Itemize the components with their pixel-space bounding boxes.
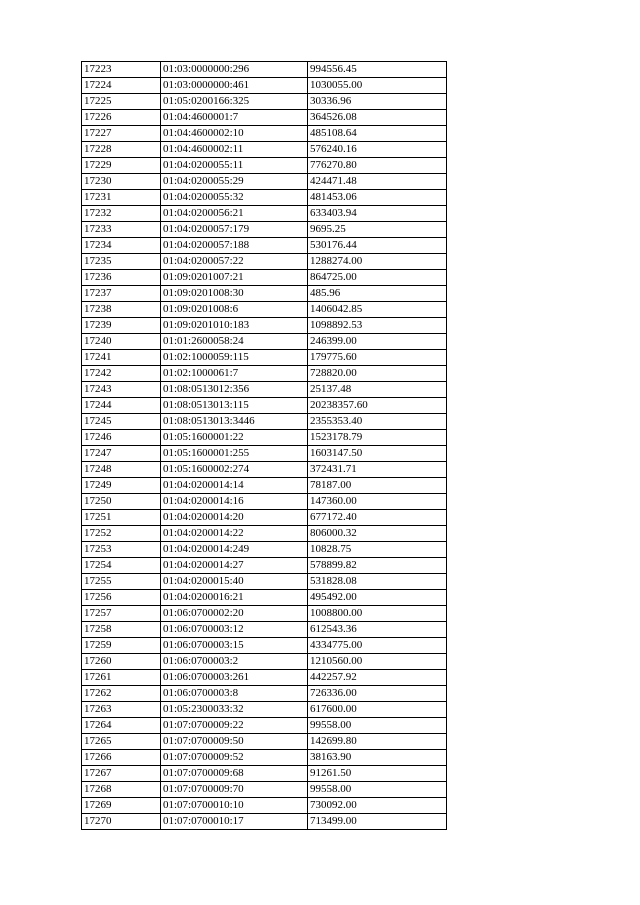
- row-number-cell: 17245: [82, 414, 161, 430]
- table-row: [82, 78, 447, 94]
- table-row: [82, 94, 447, 110]
- value-cell: 612543.36: [308, 622, 447, 638]
- table-row: [82, 174, 447, 190]
- value-cell: 728820.00: [308, 366, 447, 382]
- row-number-cell: 17246: [82, 430, 161, 446]
- cadastral-number-cell: 01:06:0700003:12: [161, 622, 308, 638]
- table-row: [82, 798, 447, 814]
- cadastral-number-cell: 01:06:0700003:15: [161, 638, 308, 654]
- value-cell: 495492.00: [308, 590, 447, 606]
- table-row: [82, 734, 447, 750]
- cadastral-number-cell: 01:07:0700009:52: [161, 750, 308, 766]
- row-number-cell: 17231: [82, 190, 161, 206]
- table-body: [82, 62, 447, 830]
- cadastral-number-cell: 01:04:0200015:40: [161, 574, 308, 590]
- row-number-cell: 17243: [82, 382, 161, 398]
- row-number-cell: 17265: [82, 734, 161, 750]
- value-cell: 485.96: [308, 286, 447, 302]
- value-cell: 481453.06: [308, 190, 447, 206]
- cadastral-number-cell: 01:05:1600002:274: [161, 462, 308, 478]
- cadastral-number-cell: 01:02:1000059:115: [161, 350, 308, 366]
- row-number-cell: 17262: [82, 686, 161, 702]
- row-number-cell: 17237: [82, 286, 161, 302]
- value-cell: 578899.82: [308, 558, 447, 574]
- value-cell: 91261.50: [308, 766, 447, 782]
- row-number-cell: 17240: [82, 334, 161, 350]
- cadastral-number-cell: 01:07:0700009:50: [161, 734, 308, 750]
- value-cell: 1030055.00: [308, 78, 447, 94]
- row-number-cell: 17234: [82, 238, 161, 254]
- table-row: [82, 766, 447, 782]
- value-cell: 9695.25: [308, 222, 447, 238]
- table-row: [82, 606, 447, 622]
- row-number-cell: 17252: [82, 526, 161, 542]
- row-number-cell: 17225: [82, 94, 161, 110]
- row-number-cell: 17247: [82, 446, 161, 462]
- value-cell: 10828.75: [308, 542, 447, 558]
- cadastral-number-cell: 01:04:0200014:16: [161, 494, 308, 510]
- value-cell: 1008800.00: [308, 606, 447, 622]
- row-number-cell: 17248: [82, 462, 161, 478]
- value-cell: 1603147.50: [308, 446, 447, 462]
- row-number-cell: 17249: [82, 478, 161, 494]
- row-number-cell: 17260: [82, 654, 161, 670]
- table-row: [82, 302, 447, 318]
- row-number-cell: 17230: [82, 174, 161, 190]
- value-cell: 2355353.40: [308, 414, 447, 430]
- row-number-cell: 17242: [82, 366, 161, 382]
- value-cell: 424471.48: [308, 174, 447, 190]
- table-row: [82, 462, 447, 478]
- value-cell: 994556.45: [308, 62, 447, 78]
- value-cell: 576240.16: [308, 142, 447, 158]
- table-row: [82, 574, 447, 590]
- cadastral-number-cell: 01:04:0200057:188: [161, 238, 308, 254]
- value-cell: 677172.40: [308, 510, 447, 526]
- cadastral-number-cell: 01:04:0200055:11: [161, 158, 308, 174]
- value-cell: 30336.96: [308, 94, 447, 110]
- cadastral-number-cell: 01:09:0201010:183: [161, 318, 308, 334]
- value-cell: 38163.90: [308, 750, 447, 766]
- row-number-cell: 17224: [82, 78, 161, 94]
- row-number-cell: 17227: [82, 126, 161, 142]
- value-cell: 730092.00: [308, 798, 447, 814]
- table-row: [82, 622, 447, 638]
- row-number-cell: 17258: [82, 622, 161, 638]
- row-number-cell: 17268: [82, 782, 161, 798]
- cadastral-number-cell: 01:04:4600001:7: [161, 110, 308, 126]
- row-number-cell: 17223: [82, 62, 161, 78]
- table-row: [82, 398, 447, 414]
- cadastral-number-cell: 01:06:0700003:8: [161, 686, 308, 702]
- value-cell: 776270.80: [308, 158, 447, 174]
- cadastral-number-cell: 01:01:2600058:24: [161, 334, 308, 350]
- value-cell: 179775.60: [308, 350, 447, 366]
- table-row: [82, 558, 447, 574]
- value-cell: 4334775.00: [308, 638, 447, 654]
- cadastral-number-cell: 01:07:0700009:70: [161, 782, 308, 798]
- row-number-cell: 17233: [82, 222, 161, 238]
- value-cell: 99558.00: [308, 782, 447, 798]
- value-cell: 25137.48: [308, 382, 447, 398]
- value-cell: 147360.00: [308, 494, 447, 510]
- table-row: [82, 270, 447, 286]
- value-cell: 726336.00: [308, 686, 447, 702]
- cadastral-number-cell: 01:08:0513013:115: [161, 398, 308, 414]
- value-cell: 531828.08: [308, 574, 447, 590]
- cadastral-number-cell: 01:07:0700010:10: [161, 798, 308, 814]
- table-row: [82, 718, 447, 734]
- cadastral-number-cell: 01:06:0700003:2: [161, 654, 308, 670]
- table-row: [82, 782, 447, 798]
- value-cell: 364526.08: [308, 110, 447, 126]
- cadastral-number-cell: 01:07:0700009:22: [161, 718, 308, 734]
- table-row: [82, 190, 447, 206]
- cadastral-number-cell: 01:04:0200014:22: [161, 526, 308, 542]
- table-row: [82, 142, 447, 158]
- cadastral-number-cell: 01:04:4600002:11: [161, 142, 308, 158]
- table-row: [82, 158, 447, 174]
- value-cell: 864725.00: [308, 270, 447, 286]
- cadastral-number-cell: 01:08:0513013:3446: [161, 414, 308, 430]
- cadastral-number-cell: 01:04:0200057:22: [161, 254, 308, 270]
- row-number-cell: 17236: [82, 270, 161, 286]
- table-row: [82, 318, 447, 334]
- row-number-cell: 17238: [82, 302, 161, 318]
- row-number-cell: 17244: [82, 398, 161, 414]
- value-cell: 442257.92: [308, 670, 447, 686]
- table-row: [82, 494, 447, 510]
- table-row: [82, 382, 447, 398]
- cadastral-number-cell: 01:08:0513012:356: [161, 382, 308, 398]
- value-cell: 1406042.85: [308, 302, 447, 318]
- cadastral-number-cell: 01:09:0201008:30: [161, 286, 308, 302]
- row-number-cell: 17239: [82, 318, 161, 334]
- row-number-cell: 17226: [82, 110, 161, 126]
- value-cell: 485108.64: [308, 126, 447, 142]
- row-number-cell: 17241: [82, 350, 161, 366]
- table-row: [82, 750, 447, 766]
- value-cell: 1288274.00: [308, 254, 447, 270]
- cadastral-number-cell: 01:06:0700002:20: [161, 606, 308, 622]
- cadastral-number-cell: 01:06:0700003:261: [161, 670, 308, 686]
- table-row: [82, 590, 447, 606]
- cadastral-number-cell: 01:04:0200014:249: [161, 542, 308, 558]
- table-row: [82, 510, 447, 526]
- cadastral-number-cell: 01:04:0200056:21: [161, 206, 308, 222]
- table-row: [82, 814, 447, 830]
- row-number-cell: 17229: [82, 158, 161, 174]
- row-number-cell: 17251: [82, 510, 161, 526]
- cadastral-value-table: [81, 61, 447, 830]
- value-cell: 633403.94: [308, 206, 447, 222]
- table-row: [82, 254, 447, 270]
- cadastral-number-cell: 01:02:1000061:7: [161, 366, 308, 382]
- row-number-cell: 17253: [82, 542, 161, 558]
- cadastral-number-cell: 01:09:0201008:6: [161, 302, 308, 318]
- row-number-cell: 17232: [82, 206, 161, 222]
- row-number-cell: 17264: [82, 718, 161, 734]
- value-cell: 99558.00: [308, 718, 447, 734]
- row-number-cell: 17266: [82, 750, 161, 766]
- table-row: [82, 238, 447, 254]
- value-cell: 372431.71: [308, 462, 447, 478]
- row-number-cell: 17235: [82, 254, 161, 270]
- table-row: [82, 206, 447, 222]
- cadastral-number-cell: 01:04:0200057:179: [161, 222, 308, 238]
- table-row: [82, 446, 447, 462]
- cadastral-number-cell: 01:03:0000000:461: [161, 78, 308, 94]
- row-number-cell: 17250: [82, 494, 161, 510]
- value-cell: 806000.32: [308, 526, 447, 542]
- cadastral-number-cell: 01:05:1600001:255: [161, 446, 308, 462]
- cadastral-number-cell: 01:09:0201007:21: [161, 270, 308, 286]
- value-cell: 1098892.53: [308, 318, 447, 334]
- cadastral-number-cell: 01:04:0200014:20: [161, 510, 308, 526]
- table-row: [82, 686, 447, 702]
- row-number-cell: 17261: [82, 670, 161, 686]
- table-row: [82, 526, 447, 542]
- table-row: [82, 638, 447, 654]
- table-row: [82, 62, 447, 78]
- table-row: [82, 350, 447, 366]
- cadastral-number-cell: 01:04:0200014:14: [161, 478, 308, 494]
- row-number-cell: 17255: [82, 574, 161, 590]
- value-cell: 617600.00: [308, 702, 447, 718]
- cadastral-number-cell: 01:04:0200055:32: [161, 190, 308, 206]
- row-number-cell: 17259: [82, 638, 161, 654]
- table-row: [82, 670, 447, 686]
- table-row: [82, 126, 447, 142]
- value-cell: 1210560.00: [308, 654, 447, 670]
- cadastral-number-cell: 01:04:4600002:10: [161, 126, 308, 142]
- value-cell: 1523178.79: [308, 430, 447, 446]
- table-row: [82, 366, 447, 382]
- value-cell: 530176.44: [308, 238, 447, 254]
- row-number-cell: 17267: [82, 766, 161, 782]
- table-row: [82, 110, 447, 126]
- value-cell: 20238357.60: [308, 398, 447, 414]
- table-row: [82, 654, 447, 670]
- table-row: [82, 222, 447, 238]
- value-cell: 246399.00: [308, 334, 447, 350]
- table-row: [82, 414, 447, 430]
- table-row: [82, 430, 447, 446]
- table-row: [82, 478, 447, 494]
- cadastral-number-cell: 01:07:0700010:17: [161, 814, 308, 830]
- cadastral-number-cell: 01:07:0700009:68: [161, 766, 308, 782]
- table-row: [82, 334, 447, 350]
- cadastral-number-cell: 01:04:0200016:21: [161, 590, 308, 606]
- table-row: [82, 542, 447, 558]
- cadastral-number-cell: 01:05:1600001:22: [161, 430, 308, 446]
- row-number-cell: 17270: [82, 814, 161, 830]
- row-number-cell: 17228: [82, 142, 161, 158]
- row-number-cell: 17256: [82, 590, 161, 606]
- table-row: [82, 286, 447, 302]
- cadastral-number-cell: 01:04:0200014:27: [161, 558, 308, 574]
- cadastral-number-cell: 01:03:0000000:296: [161, 62, 308, 78]
- row-number-cell: 17257: [82, 606, 161, 622]
- row-number-cell: 17254: [82, 558, 161, 574]
- row-number-cell: 17269: [82, 798, 161, 814]
- cadastral-number-cell: 01:05:0200166:325: [161, 94, 308, 110]
- value-cell: 713499.00: [308, 814, 447, 830]
- cadastral-number-cell: 01:04:0200055:29: [161, 174, 308, 190]
- value-cell: 78187.00: [308, 478, 447, 494]
- cadastral-number-cell: 01:05:2300033:32: [161, 702, 308, 718]
- row-number-cell: 17263: [82, 702, 161, 718]
- table-row: [82, 702, 447, 718]
- value-cell: 142699.80: [308, 734, 447, 750]
